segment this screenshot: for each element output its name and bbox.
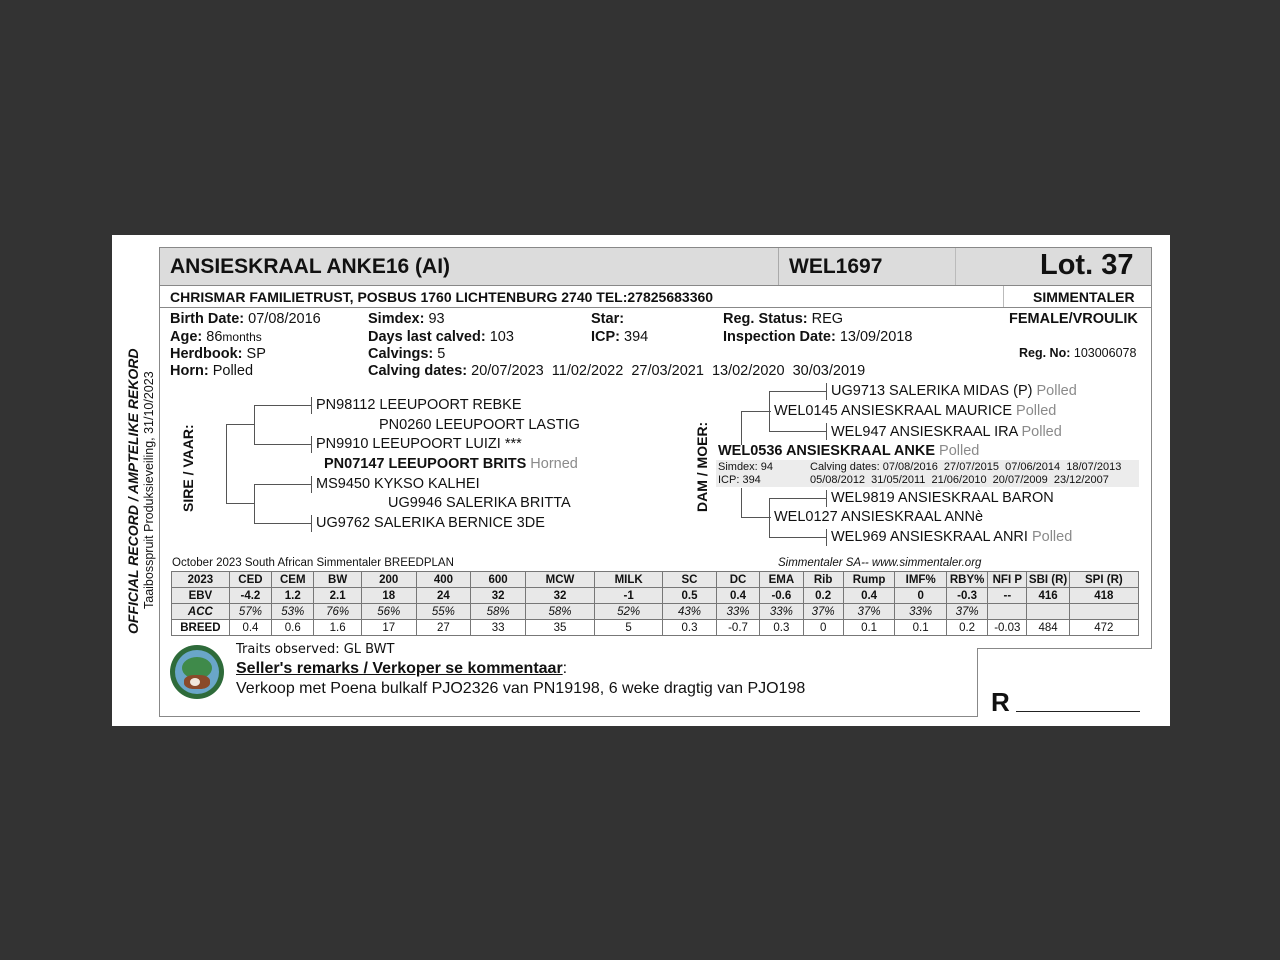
ebv-cell: -1 [595,588,663,604]
reg-status: Reg. Status: REG [723,311,844,327]
age: Age: 86months [170,329,262,345]
ebv-cell: 2.1 [314,588,361,604]
breedplan-caption: October 2023 South African Simmentaler BREEDPLAN [172,557,454,569]
dam-sire: WEL0145 ANSIESKRAAL MAURICE Polled [774,403,1057,419]
sire-dam-dam: UG9762 SALERIKA BERNICE 3DE [316,515,545,531]
table-row-breed [172,620,1139,636]
breed-name: SIMMENTALER [1033,289,1135,305]
dam-animal: WEL0536 ANSIESKRAAL ANKE Polled [718,443,980,459]
header-cell: SPI (R) [1069,572,1138,588]
ebv-cell: -- [988,588,1027,604]
dam-simdex: Simdex: 94 [718,461,774,473]
ebv-cell: 418 [1069,588,1138,604]
ebv-cell: 1.2 [272,588,314,604]
star: Star: [591,311,625,327]
dam-calving-dates-2: 05/08/2012 31/05/2011 21/06/2010 20/07/2009 23/12/2007 [810,474,1109,486]
ebv-table [171,571,1139,636]
breed-cell: 0.1 [843,620,895,636]
acc-cell: 56% [361,604,416,620]
acc-cell: 43% [663,604,717,620]
ebv-cell: 0.2 [803,588,843,604]
remarks-title: Seller's remarks / Verkoper se kommentaar: [236,660,568,677]
sire-sire-dam: PN0260 LEEUPOORT LASTIG [379,417,580,433]
acc-cell: 53% [272,604,314,620]
days-last-calved: Days last calved: 103 [368,329,514,345]
header-cell: CED [229,572,271,588]
acc-cell: 33% [895,604,947,620]
header-cell: MILK [595,572,663,588]
inspection-date: Inspection Date: 13/09/2018 [723,329,913,345]
birth-date: Birth Date: 07/08/2016 [170,311,321,327]
sire-dam: MS9450 KYKSO KALHEI [316,476,480,492]
acc-cell [1027,604,1069,620]
header-cell: EMA [760,572,803,588]
breed-cell: 5 [595,620,663,636]
dam-icp: ICP: 394 [718,474,761,486]
ebv-cell: 24 [416,588,471,604]
sire-dam-sire-dam: UG9946 SALERIKA BRITTA [388,495,571,511]
icp: ICP: 394 [591,329,649,345]
breed-cell: BREED [172,620,230,636]
animal-name: ANSIESKRAAL ANKE16 (AI) [170,255,451,278]
breed-cell: 0.4 [229,620,271,636]
breed-cell: 0 [803,620,843,636]
price-line [1016,711,1140,712]
header-cell: 600 [471,572,526,588]
breed-cell: -0.03 [988,620,1027,636]
ebv-cell: 32 [471,588,526,604]
header-cell: NFI P [988,572,1027,588]
acc-cell: 33% [716,604,759,620]
ebv-cell: 416 [1027,588,1069,604]
ebv-cell: 0.4 [716,588,759,604]
breed-cell: 1.6 [314,620,361,636]
header-cell: BW [314,572,361,588]
price-label: R [991,687,1010,717]
breed-cell: 0.2 [946,620,987,636]
acc-cell [988,604,1027,620]
sire-label: SIRE / VAAR: [180,424,196,512]
acc-cell: 33% [760,604,803,620]
acc-cell [1069,604,1138,620]
dam-calving-dates-1: Calving dates: 07/08/2016 27/07/2015 07/06/2014 18/07/2013 [810,461,1122,473]
herdbook: Herdbook: SP [170,346,266,362]
remarks-text: Verkoop met Poena bulkalf PJO2326 van PN19198, 6 weke dragtig van PJO198 [236,680,806,697]
dam-sire-dam: WEL947 ANSIESKRAAL IRA Polled [831,424,1062,440]
acc-cell: 58% [471,604,526,620]
reg-number: Reg. No: 103006078 [1019,346,1137,360]
horn-status: Horn: Polled [170,363,254,379]
ebv-cell: -0.6 [760,588,803,604]
breed-cell: 27 [416,620,471,636]
breedplan-site: Simmentaler SA-- www.simmentaler.org [778,557,982,569]
animal-id: WEL1697 [789,255,883,278]
ebv-cell: 18 [361,588,416,604]
ebv-cell: 0.5 [663,588,717,604]
table-row-acc [172,604,1139,620]
dam-dam-sire: WEL9819 ANSIESKRAAL BARON [831,490,1054,506]
header-cell: IMF% [895,572,947,588]
table-row-header [172,572,1139,588]
calvings: Calvings: 5 [368,346,446,362]
header-cell: Rump [843,572,895,588]
header-cell: 400 [416,572,471,588]
header-cell: SC [663,572,717,588]
ebv-cell: 0 [895,588,947,604]
acc-cell: ACC [172,604,230,620]
header-cell: MCW [525,572,594,588]
sire-animal: PN07147 LEEUPOORT BRITS Horned [324,456,578,472]
breed-cell: -0.7 [716,620,759,636]
ebv-cell: -0.3 [946,588,987,604]
acc-cell: 37% [803,604,843,620]
simdex: Simdex: 93 [368,311,445,327]
acc-cell: 52% [595,604,663,620]
acc-cell: 58% [525,604,594,620]
dam-sire-sire: UG9713 SALERIKA MIDAS (P) Polled [831,383,1077,399]
ebv-cell: -4.2 [229,588,271,604]
dam-dam: WEL0127 ANSIESKRAAL ANNè [774,509,984,525]
breed-cell: 472 [1069,620,1138,636]
breed-cell: 0.6 [272,620,314,636]
header-cell: RBY% [946,572,987,588]
calving-dates: Calving dates: 20/07/2023 11/02/2022 27/03/2021 13/02/2020 30/03/2019 [368,363,866,379]
header-cell: Rib [803,572,843,588]
simmentaler-logo [170,645,224,699]
sex: FEMALE/VROULIK [1009,311,1138,327]
header-cell: 200 [361,572,416,588]
header-cell: CEM [272,572,314,588]
acc-cell: 37% [843,604,895,620]
dam-label: DAM / MOER: [694,421,710,512]
traits-observed: Traits observed: GL BWT [236,642,395,657]
breed-cell: 35 [525,620,594,636]
breed-cell: 0.3 [760,620,803,636]
sire-parent: PN9910 LEEUPOORT LUIZI *** [316,436,522,452]
breed-cell: 0.1 [895,620,947,636]
header-cell: DC [716,572,759,588]
auction-label: Taaibosspruit Produksieveiling, 31/10/2023 [142,371,156,609]
breed-cell: 33 [471,620,526,636]
ebv-cell: 0.4 [843,588,895,604]
breed-cell: 484 [1027,620,1069,636]
acc-cell: 37% [946,604,987,620]
table-row-ebv [172,588,1139,604]
ebv-cell: 32 [525,588,594,604]
sire-sire: PN98112 LEEUPOORT REBKE [316,397,522,413]
header-cell: SBI (R) [1028,573,1068,586]
acc-cell: 76% [314,604,361,620]
breed-cell: 17 [361,620,416,636]
dam-dam-dam: WEL969 ANSIESKRAAL ANRI Polled [831,529,1073,545]
acc-cell: 57% [229,604,271,620]
header-cell: 2023 [172,572,230,588]
breed-cell: 0.3 [663,620,717,636]
ebv-cell: EBV [172,588,230,604]
acc-cell: 55% [416,604,471,620]
lot-number: Lot. 37 [1040,249,1134,281]
official-record-label: OFFICIAL RECORD / AMPTELIKE REKORD [125,348,141,634]
owner-text: CHRISMAR FAMILIETRUST, POSBUS 1760 LICHTENBURG 2740 TEL:27825683360 [170,289,714,305]
